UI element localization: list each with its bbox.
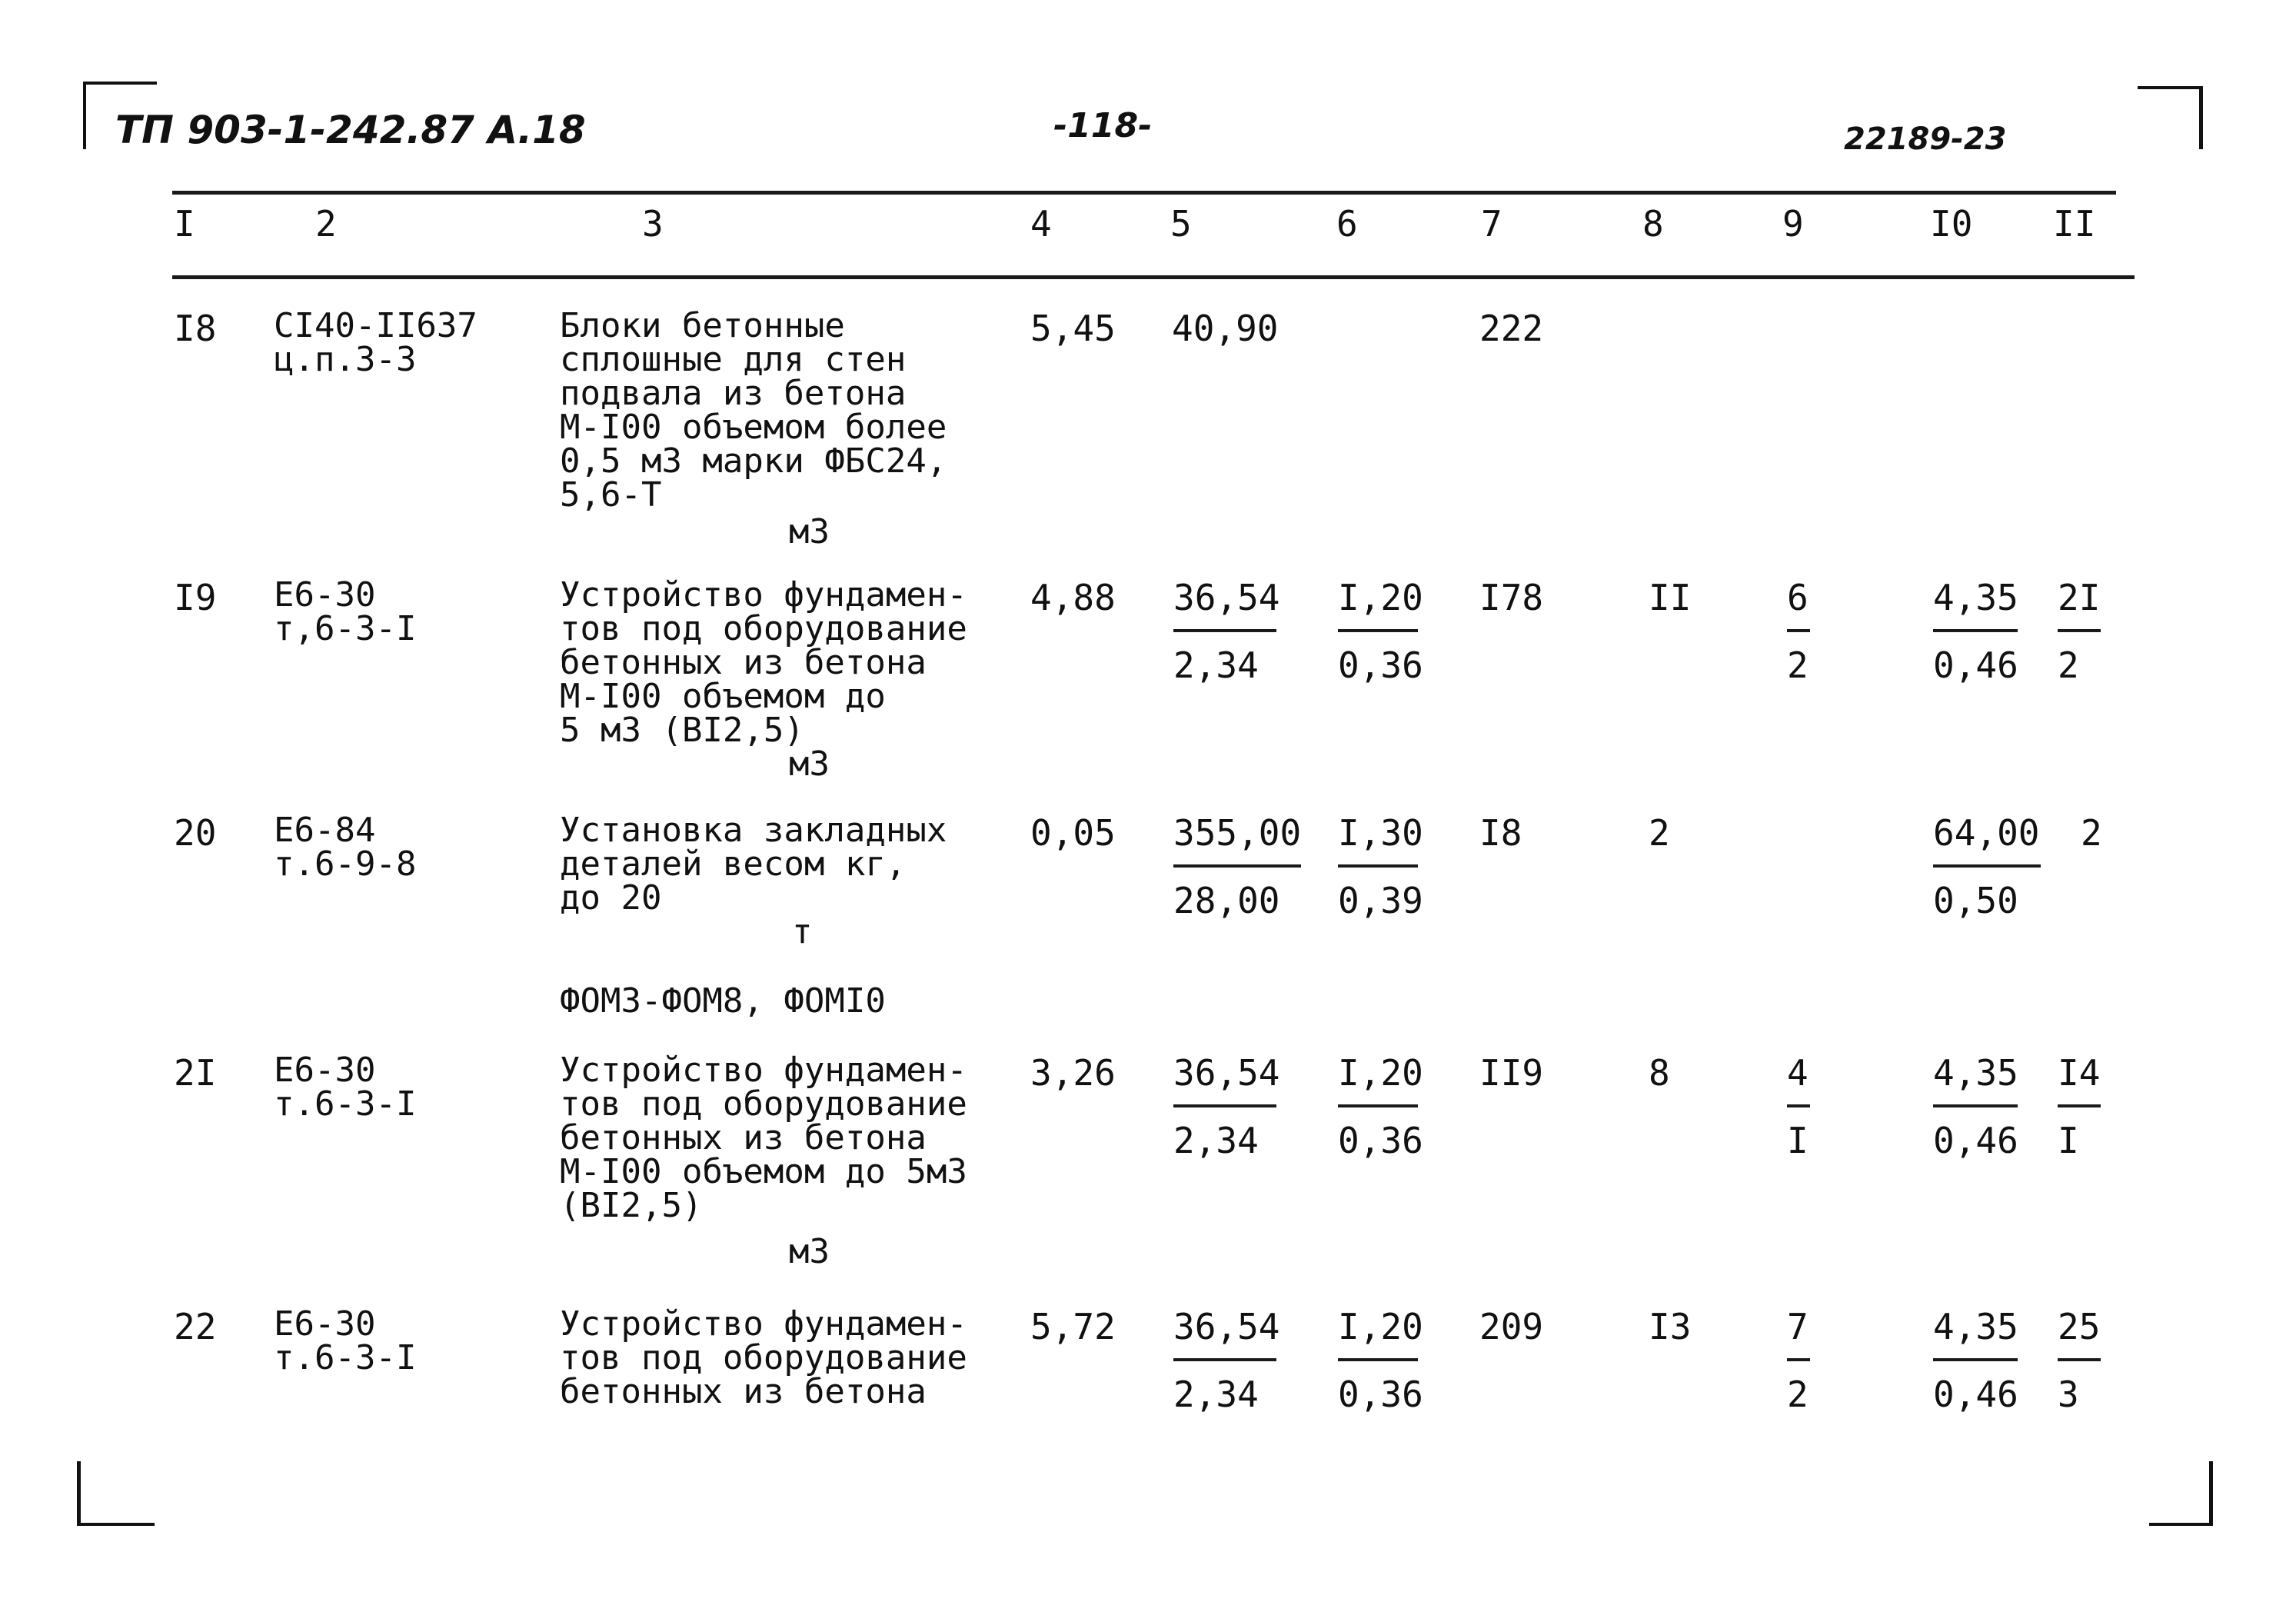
labor-fraction (1933, 578, 2018, 684)
fraction-top: I4 (2058, 1052, 2101, 1094)
fraction-bar (1933, 1104, 2018, 1107)
total-wage: II (1649, 577, 1692, 618)
labor-fraction (1933, 1307, 2018, 1414)
fraction-bar (1338, 629, 1418, 632)
fraction-top: I,20 (1338, 1052, 1423, 1094)
fraction-top: 64,00 (1933, 812, 2040, 854)
fraction-bar (1933, 1358, 2018, 1361)
fraction-bottom: 0,36 (1338, 1374, 1423, 1415)
total-wage: 2 (1649, 812, 1670, 854)
work-description: Устройство фундамен- тов под оборудование бетонных из бетона (560, 1304, 967, 1411)
total-cost: I78 (1479, 577, 1544, 618)
column-header-5: 5 (1170, 203, 1192, 245)
fraction-bar (1173, 1104, 1276, 1107)
fraction-bar (1173, 629, 1276, 632)
fraction-bar (2058, 1358, 2101, 1361)
fraction-bottom: 0,46 (1933, 1374, 2018, 1415)
norm-code: Е6-84 т.6-9-8 (274, 811, 417, 884)
column-header-4: 4 (1030, 203, 1052, 245)
row-number: 2I (174, 1052, 217, 1094)
machine-cost-fraction (1787, 578, 1810, 684)
quantity: 3,26 (1030, 1052, 1116, 1094)
fraction-bar (1787, 629, 1810, 632)
fraction-bar (1338, 1104, 1418, 1107)
fraction-top: 355,00 (1173, 812, 1302, 854)
row-number: 22 (174, 1306, 217, 1347)
table-header-rule (172, 275, 2135, 279)
column-header-9: 9 (1782, 203, 1804, 245)
fraction-bar (1173, 864, 1301, 868)
total-cost: I8 (1479, 812, 1522, 854)
machine-cost-fraction (1787, 1054, 1810, 1160)
quantity: 4,88 (1030, 577, 1116, 618)
fraction-top: 25 (2058, 1306, 2101, 1347)
fraction-top: I,30 (1338, 812, 1423, 854)
wage-fraction (1338, 1052, 1423, 1161)
unit-cost-fraction (1173, 1052, 1280, 1161)
fraction-bar (1933, 864, 2041, 868)
fraction-bar (2058, 1104, 2101, 1107)
fraction-top: 36,54 (1173, 1052, 1280, 1094)
item-note: ФОМ3-ФОМ8, ФОМI0 (560, 981, 886, 1021)
quantity: 0,05 (1030, 812, 1116, 854)
document-code: ТП 903-1-242.87 А.18 (115, 108, 586, 152)
machine-cost-fraction (1787, 1307, 1810, 1414)
column-header-10: I0 (1930, 203, 1973, 245)
column-header-7: 7 (1481, 203, 1502, 245)
total-cost: 222 (1479, 308, 1544, 349)
fraction-bar (1338, 864, 1418, 868)
row-number: I9 (174, 577, 217, 618)
column-header-2: 2 (315, 203, 337, 245)
page-number: -118- (1053, 106, 1153, 145)
fraction-top: 4 (1787, 1052, 1809, 1094)
fraction-top: 7 (1787, 1306, 1809, 1347)
fraction-top: 6 (1787, 577, 1809, 618)
fraction-top: 2I (2058, 577, 2101, 618)
quantity: 5,45 (1030, 308, 1116, 349)
norm-code: Е6-30 т,6-3-I (274, 575, 417, 648)
total-cost: II9 (1479, 1052, 1544, 1094)
labor-total-fraction (2058, 1054, 2101, 1160)
fraction-top: 4,35 (1933, 1052, 2018, 1094)
total-cost: 209 (1479, 1306, 1544, 1347)
fraction-top: 4,35 (1933, 1306, 2018, 1347)
work-description: Устройство фундамен- тов под оборудование бетонных из бетона М-I00 объемом до 5 м3 (BI2,5) (560, 575, 967, 750)
fraction-bottom: 2 (1787, 644, 1809, 686)
fraction-bottom: 2,34 (1173, 1120, 1259, 1161)
fraction-bottom: 2,34 (1173, 644, 1259, 686)
fraction-bottom: 28,00 (1173, 880, 1280, 921)
fraction-top: 4,35 (1933, 577, 2018, 618)
fraction-bottom: 0,46 (1933, 644, 2018, 686)
fraction-bottom: 0,36 (1338, 644, 1423, 686)
unit-cost-fraction (1173, 814, 1301, 920)
fraction-bar (1933, 629, 2018, 632)
column-header-3: 3 (642, 203, 664, 245)
labor-fraction (1933, 1054, 2018, 1160)
labor-total: 2 (2081, 812, 2102, 854)
fraction-bottom: 3 (2058, 1374, 2079, 1415)
unit-of-measure: т (792, 912, 813, 951)
fraction-bottom: 0,46 (1933, 1120, 2018, 1161)
fraction-bar (1787, 1104, 1810, 1107)
unit-of-measure: м3 (789, 1232, 830, 1271)
row-number: 20 (174, 812, 217, 854)
corner-mark-bottom-right (2149, 1461, 2213, 1526)
labor-total-fraction (2058, 578, 2101, 684)
wage-fraction (1338, 577, 1423, 686)
unit-of-measure: м3 (789, 512, 830, 551)
fraction-bottom: 2 (1787, 1374, 1809, 1415)
labor-total-fraction (2058, 1307, 2101, 1414)
fraction-bar (1787, 1358, 1810, 1361)
work-description: Установка закладных деталей весом кг, до 20 (560, 811, 947, 918)
work-description: Устройство фундамен- тов под оборудование бетонных из бетона М-I00 объемом до 5м3 (BI2,5) (560, 1051, 967, 1225)
fraction-bottom: 0,36 (1338, 1120, 1423, 1161)
column-header-11: II (2053, 203, 2096, 245)
fraction-bottom: 0,50 (1933, 880, 2018, 921)
column-header-1: I (174, 203, 195, 245)
unit-cost-fraction (1173, 577, 1280, 686)
norm-code: Е6-30 т.6-3-I (274, 1304, 417, 1377)
norm-code: CI40-II637 ц.п.3-3 (274, 306, 478, 379)
fraction-bar (1173, 1358, 1276, 1361)
row-number: I8 (174, 308, 217, 349)
column-header-8: 8 (1642, 203, 1664, 245)
fraction-top: 36,54 (1173, 1306, 1280, 1347)
sheet-code: 22189-23 (1844, 122, 2007, 157)
fraction-top: I,20 (1338, 1306, 1423, 1347)
fraction-bottom: I (2058, 1120, 2079, 1161)
wage-fraction (1338, 1306, 1423, 1415)
column-header-6: 6 (1336, 203, 1358, 245)
norm-code: Е6-30 т.6-3-I (274, 1051, 417, 1124)
unit-cost-fraction (1173, 1306, 1280, 1415)
unit-of-measure: м3 (789, 744, 830, 784)
fraction-top: I,20 (1338, 577, 1423, 618)
fraction-bottom: I (1787, 1120, 1809, 1161)
fraction-bar (1338, 1358, 1418, 1361)
fraction-top: 36,54 (1173, 577, 1280, 618)
fraction-bottom: 2 (2058, 644, 2079, 686)
wage-fraction (1338, 812, 1423, 921)
labor-fraction (1933, 814, 2041, 920)
fraction-bottom: 0,39 (1338, 880, 1423, 921)
table-top-rule (172, 191, 2116, 195)
total-wage: 8 (1649, 1052, 1670, 1094)
fraction-bottom: 2,34 (1173, 1374, 1259, 1415)
corner-mark-bottom-left (77, 1461, 155, 1526)
corner-mark-top-right (2138, 86, 2203, 149)
fraction-bar (2058, 629, 2101, 632)
total-wage: I3 (1649, 1306, 1692, 1347)
work-description: Блоки бетонные сплошные для стен подвала из бетона М-I00 объемом более 0,5 м3 марки ФБС24, 5,6-Т (560, 306, 947, 515)
quantity: 5,72 (1030, 1306, 1116, 1347)
unit-cost: 40,90 (1172, 308, 1279, 349)
